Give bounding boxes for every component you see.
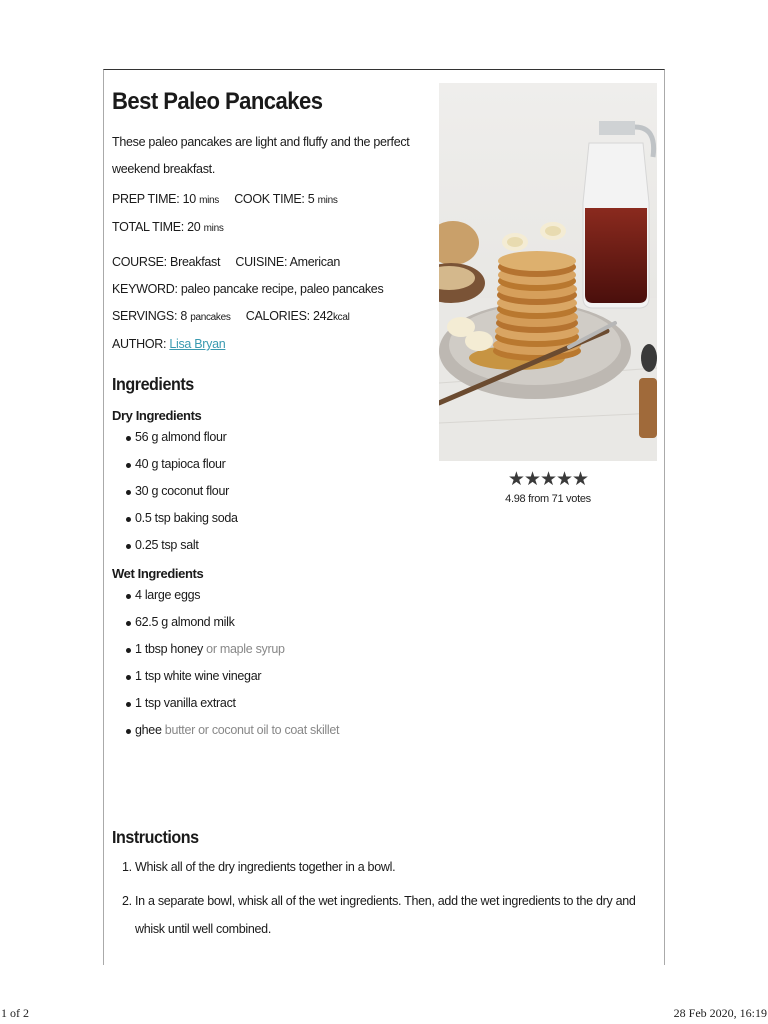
ingredient-item xyxy=(112,582,432,609)
ingredient-main: ghee xyxy=(135,723,162,737)
ingredient-item xyxy=(112,717,432,744)
rating-block xyxy=(439,467,657,505)
ingredient-item xyxy=(112,690,432,717)
ingredient-item: 30 g coconut flour xyxy=(112,478,432,505)
wet-ingredient-list xyxy=(112,582,432,744)
cook-time-label: COOK TIME: xyxy=(234,192,305,206)
keyword-value: paleo pancake recipe, paleo pancakes xyxy=(180,282,384,296)
prep-time-value: 10 xyxy=(182,192,196,206)
total-time-label: TOTAL TIME: xyxy=(112,220,184,234)
servings-row xyxy=(112,303,432,331)
page-number: 1 of 2 xyxy=(1,1006,29,1020)
step-number: 1. xyxy=(122,860,132,874)
rating-stars[interactable]: ★★★★★ xyxy=(507,469,589,490)
instructions-section xyxy=(112,827,657,943)
course-label: COURSE: xyxy=(112,255,167,269)
step-number: 2. xyxy=(122,894,132,908)
author-label: AUTHOR: xyxy=(112,337,167,351)
total-time-row xyxy=(112,214,432,242)
ingredient-item xyxy=(112,609,432,636)
recipe-summary: These paleo pancakes are light and fluffy and the perfect weekend breakfast. xyxy=(112,135,410,176)
prep-time-label: PREP TIME: xyxy=(112,192,180,206)
instruction-step xyxy=(112,887,657,943)
dry-ingredients-heading: Dry Ingredients xyxy=(112,408,202,423)
ingredient-item: 0.25 tsp salt xyxy=(112,532,432,559)
pancake-stack-image xyxy=(439,83,657,461)
ingredient-item xyxy=(112,636,432,663)
dry-ingredient-list xyxy=(112,424,432,559)
ingredient-note: butter or coconut oil to coat skillet xyxy=(164,723,340,737)
servings-unit: pancakes xyxy=(190,312,231,323)
ingredient-item: 40 g tapioca flour xyxy=(112,451,432,478)
calories-label: CALORIES: xyxy=(245,309,310,323)
ingredient-main: 1 tsp white wine vinegar xyxy=(135,669,262,683)
total-time-unit: mins xyxy=(203,223,224,234)
keyword-label: KEYWORD: xyxy=(112,282,178,296)
instruction-list xyxy=(112,853,657,943)
author-row xyxy=(112,331,432,358)
calories-unit: kcal xyxy=(332,312,350,323)
step-text: In a separate bowl, whisk all of the wet ingredients. Then, add the wet ingredients to the dry and whisk until well combined. xyxy=(135,894,636,936)
recipe-details xyxy=(112,88,432,744)
ingredients-heading: Ingredients xyxy=(112,374,194,394)
calories-value: 242 xyxy=(312,309,333,323)
course-row xyxy=(112,249,432,276)
prep-time-unit: mins xyxy=(199,195,220,206)
ingredient-note: or maple syrup xyxy=(206,642,285,656)
ingredient-item: 56 g almond flour xyxy=(112,424,432,451)
instructions-heading: Instructions xyxy=(112,827,199,847)
servings-value: 8 xyxy=(180,309,187,323)
ingredient-main: 1 tsp vanilla extract xyxy=(135,696,236,710)
ingredient-main: 4 large eggs xyxy=(135,588,201,602)
print-date: 28 Feb 2020, 16:19 xyxy=(673,1006,767,1020)
ingredient-main: 62.5 g almond milk xyxy=(135,615,235,629)
ingredient-item: 0.5 tsp baking soda xyxy=(112,505,432,532)
keyword-row xyxy=(112,276,432,303)
servings-label: SERVINGS: xyxy=(112,309,178,323)
time-row xyxy=(112,186,432,214)
recipe-photo xyxy=(439,83,657,461)
cuisine-value: American xyxy=(289,255,341,269)
rating-votes: 4.98 from 71 votes xyxy=(505,493,591,505)
instruction-step xyxy=(112,853,657,881)
course-value: Breakfast xyxy=(170,255,221,269)
ingredient-main: 1 tbsp honey xyxy=(135,642,203,656)
total-time-value: 20 xyxy=(187,220,201,234)
recipe-card xyxy=(103,69,665,965)
cook-time-unit: mins xyxy=(317,195,338,206)
ingredient-item xyxy=(112,663,432,690)
recipe-title: Best Paleo Pancakes xyxy=(112,88,323,115)
author-link[interactable]: Lisa Bryan xyxy=(169,337,226,351)
step-text: Whisk all of the dry ingredients together in a bowl. xyxy=(135,860,396,874)
cuisine-label: CUISINE: xyxy=(235,255,288,269)
wet-ingredients-heading: Wet Ingredients xyxy=(112,566,204,581)
cook-time-value: 5 xyxy=(307,192,315,206)
